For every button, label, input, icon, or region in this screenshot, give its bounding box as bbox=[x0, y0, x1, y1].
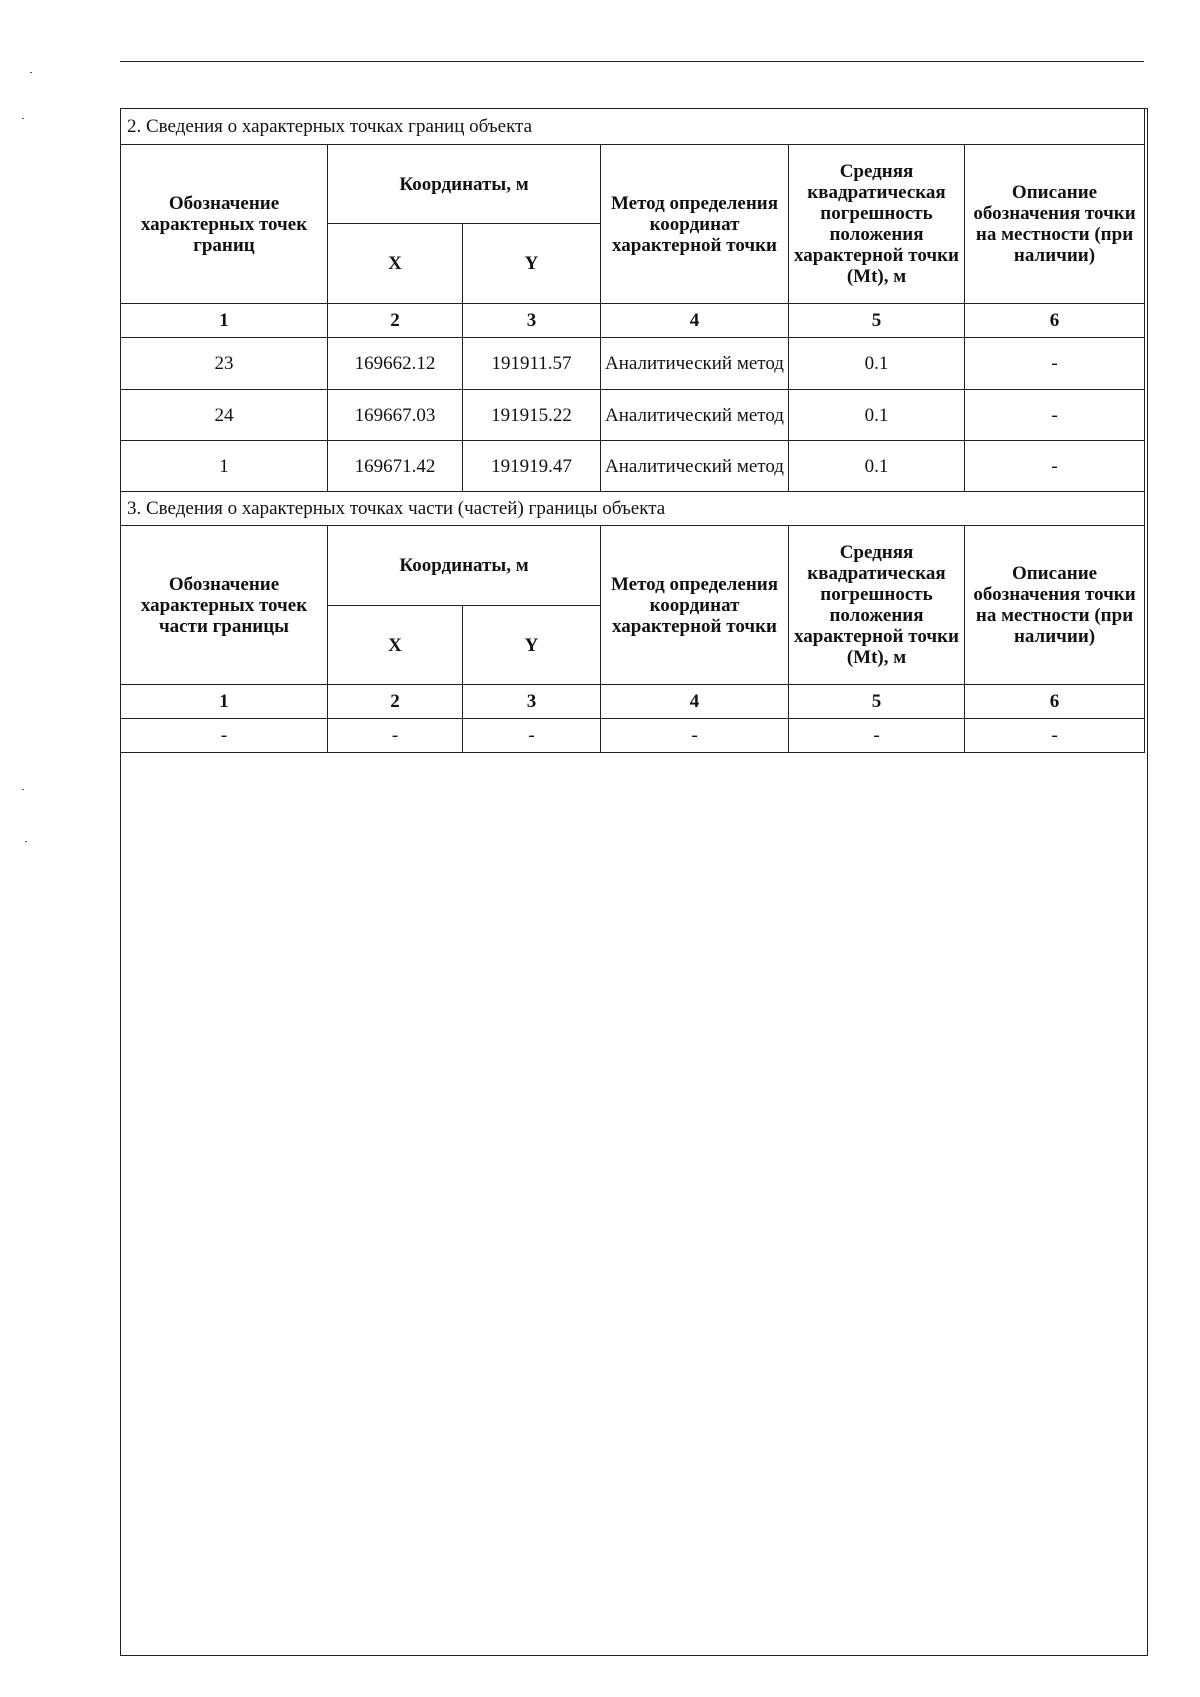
point-error: 0.1 bbox=[789, 441, 965, 492]
point-id: - bbox=[121, 719, 328, 753]
boundary-points-table bbox=[120, 108, 1145, 492]
header-y: Y bbox=[463, 224, 601, 304]
boundary-part-points-table bbox=[120, 491, 1145, 753]
column-number: 6 bbox=[965, 304, 1145, 338]
header-method: Метод определения координат характерной точки bbox=[601, 145, 789, 304]
scan-speck bbox=[22, 118, 24, 119]
point-description: - bbox=[965, 441, 1145, 492]
column-number: 2 bbox=[328, 685, 463, 719]
point-id: 23 bbox=[121, 338, 328, 390]
section-3-title: 3. Сведения о характерных точках части (частей) границы объекта bbox=[121, 492, 1145, 526]
header-coordinates: Координаты, м bbox=[328, 526, 601, 606]
column-number: 5 bbox=[789, 304, 965, 338]
header-x: X bbox=[328, 224, 463, 304]
point-description: - bbox=[965, 390, 1145, 441]
column-number: 2 bbox=[328, 304, 463, 338]
point-error: 0.1 bbox=[789, 390, 965, 441]
header-error: Средняя квадратическая погрешность положения характерной точки (Mt), м bbox=[789, 526, 965, 685]
column-number: 1 bbox=[121, 304, 328, 338]
point-x: 169671.42 bbox=[328, 441, 463, 492]
point-description: - bbox=[965, 719, 1145, 753]
point-y: 191911.57 bbox=[463, 338, 601, 390]
column-number: 4 bbox=[601, 304, 789, 338]
point-x: - bbox=[328, 719, 463, 753]
point-method: Аналитический метод bbox=[601, 390, 789, 441]
scan-speck bbox=[22, 789, 24, 790]
table-row bbox=[121, 338, 1145, 390]
column-number: 5 bbox=[789, 685, 965, 719]
point-x: 169667.03 bbox=[328, 390, 463, 441]
header-description: Описание обозначения точки на местности (при наличии) bbox=[965, 526, 1145, 685]
top-rule bbox=[120, 61, 1144, 62]
point-method: Аналитический метод bbox=[601, 338, 789, 390]
point-method: - bbox=[601, 719, 789, 753]
point-y: 191915.22 bbox=[463, 390, 601, 441]
table-row bbox=[121, 441, 1145, 492]
point-y: 191919.47 bbox=[463, 441, 601, 492]
header-designation: Обозначение характерных точек границ bbox=[121, 145, 328, 304]
header-y: Y bbox=[463, 606, 601, 685]
point-x: 169662.12 bbox=[328, 338, 463, 390]
scan-speck bbox=[30, 72, 32, 73]
column-number: 3 bbox=[463, 685, 601, 719]
column-number: 1 bbox=[121, 685, 328, 719]
point-description: - bbox=[965, 338, 1145, 390]
point-y: - bbox=[463, 719, 601, 753]
point-error: - bbox=[789, 719, 965, 753]
header-method: Метод определения координат характерной точки bbox=[601, 526, 789, 685]
point-id: 24 bbox=[121, 390, 328, 441]
column-number: 3 bbox=[463, 304, 601, 338]
header-coordinates: Координаты, м bbox=[328, 145, 601, 224]
header-designation: Обозначение характерных точек части границы bbox=[121, 526, 328, 685]
table-row bbox=[121, 719, 1145, 753]
header-error: Средняя квадратическая погрешность положения характерной точки (Mt), м bbox=[789, 145, 965, 304]
header-description: Описание обозначения точки на местности (при наличии) bbox=[965, 145, 1145, 304]
section-2-title: 2. Сведения о характерных точках границ объекта bbox=[121, 109, 1145, 145]
point-error: 0.1 bbox=[789, 338, 965, 390]
table-row bbox=[121, 390, 1145, 441]
point-method: Аналитический метод bbox=[601, 441, 789, 492]
header-x: X bbox=[328, 606, 463, 685]
point-id: 1 bbox=[121, 441, 328, 492]
column-number: 4 bbox=[601, 685, 789, 719]
scan-speck bbox=[25, 841, 27, 842]
column-number: 6 bbox=[965, 685, 1145, 719]
